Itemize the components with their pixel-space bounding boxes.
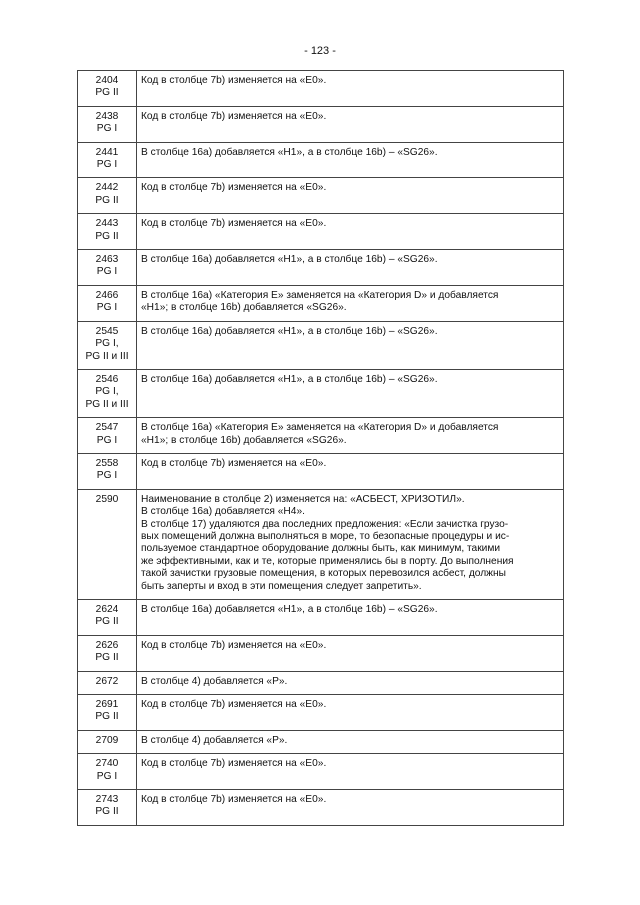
table-row bbox=[78, 250, 564, 286]
table-row bbox=[78, 671, 564, 694]
amendment-text-line: В столбце 17) удаляются два последних предложения: «Если зачистка грузо- bbox=[141, 518, 509, 530]
un-number-cell bbox=[78, 214, 137, 250]
un-number-cell bbox=[78, 418, 137, 454]
table-row bbox=[78, 285, 564, 321]
amendment-text-line: В столбце 16a) добавляется «H1», а в столбце 16b) – «SG26». bbox=[141, 146, 438, 158]
amendment-text-cell bbox=[137, 71, 564, 107]
un-number-cell bbox=[78, 790, 137, 826]
un-number-cell bbox=[78, 285, 137, 321]
amendment-text-line: Код в столбце 7b) изменяется на «E0». bbox=[141, 182, 327, 194]
packing-group: PG I bbox=[96, 470, 118, 482]
un-number: 2691 bbox=[95, 699, 119, 711]
un-number-cell bbox=[78, 71, 137, 107]
un-number: 2546 bbox=[95, 373, 119, 385]
amendments-table bbox=[77, 70, 564, 826]
un-number: 2466 bbox=[95, 289, 119, 301]
amendment-text-line: В столбце 16a) добавляется «H4». bbox=[141, 506, 305, 518]
un-number: 2404 bbox=[95, 75, 119, 86]
amendment-text-line: В столбце 16a) добавляется «H1», а в столбце 16b) – «SG26». bbox=[141, 254, 438, 266]
un-number: 2590 bbox=[95, 493, 119, 505]
un-number-cell bbox=[78, 106, 137, 142]
un-number: 2547 bbox=[95, 422, 119, 434]
un-number: 2743 bbox=[95, 794, 119, 806]
packing-group: PG II и III bbox=[85, 398, 129, 410]
amendment-text-line: В столбце 16a) добавляется «H1», а в столбце 16b) – «SG26». bbox=[141, 325, 438, 337]
amendment-text-cell bbox=[137, 142, 564, 178]
amendment-text-cell bbox=[137, 369, 564, 417]
amendment-text-line: Код в столбце 7b) изменяется на «E0». bbox=[141, 218, 327, 230]
page-number: - 123 - bbox=[304, 45, 336, 57]
packing-group: PG I bbox=[96, 434, 118, 446]
un-number-cell bbox=[78, 250, 137, 286]
packing-group: PG I bbox=[96, 266, 118, 278]
amendment-text-line: «H1»; в столбце 16b) добавляется «SG26». bbox=[141, 302, 347, 314]
table-row bbox=[78, 214, 564, 250]
amendment-text-line: такой зачистки грузовые помещения, в которых перевозился асбест, должны bbox=[141, 568, 506, 580]
un-number-cell bbox=[78, 671, 137, 694]
packing-group: PG II bbox=[95, 616, 119, 628]
table-row bbox=[78, 600, 564, 636]
un-number-cell bbox=[78, 489, 137, 599]
un-number-cell bbox=[78, 321, 137, 369]
packing-group: PG II и III bbox=[85, 350, 129, 362]
table-row bbox=[78, 489, 564, 599]
un-number: 2463 bbox=[95, 254, 119, 266]
un-number: 2438 bbox=[95, 110, 119, 122]
un-number: 2558 bbox=[95, 457, 119, 469]
amendment-text-cell bbox=[137, 418, 564, 454]
table-row bbox=[78, 418, 564, 454]
amendment-text-line: пользуемое стандартное оборудование должны быть, как минимум, такими bbox=[141, 543, 501, 555]
packing-group: PG I, bbox=[95, 386, 119, 398]
amendment-text-line: В столбце 16a) «Категория E» заменяется на «Категория D» и добавляется bbox=[141, 289, 499, 301]
table-row bbox=[78, 730, 564, 753]
un-number-cell bbox=[78, 695, 137, 731]
table-row bbox=[78, 71, 564, 107]
un-number: 2624 bbox=[95, 604, 119, 615]
packing-group: PG I bbox=[96, 159, 118, 171]
un-number-cell bbox=[78, 600, 137, 636]
packing-group: PG II bbox=[95, 194, 119, 206]
amendment-text-line: Код в столбце 7b) изменяется на «E0». bbox=[141, 75, 327, 86]
table-row bbox=[78, 142, 564, 178]
packing-group: PG II bbox=[95, 87, 119, 99]
amendments-table-body bbox=[78, 71, 564, 826]
amendment-text-line: Код в столбце 7b) изменяется на «E0». bbox=[141, 699, 327, 711]
packing-group: PG II bbox=[95, 806, 119, 818]
amendment-text-cell bbox=[137, 285, 564, 321]
amendment-text-line: вых помещений должна выполняться в море, то безопасные процедуры и ис- bbox=[141, 530, 510, 542]
amendment-text-line: В столбце 4) добавляется «P». bbox=[141, 675, 288, 687]
amendment-text-line: В столбце 16a) «Категория E» заменяется на «Категория D» и добавляется bbox=[141, 422, 499, 434]
amendment-text-line: Код в столбце 7b) изменяется на «E0». bbox=[141, 457, 327, 469]
un-number: 2709 bbox=[95, 734, 119, 746]
packing-group: PG I, bbox=[95, 338, 119, 350]
table-row bbox=[78, 321, 564, 369]
amendment-text-line: В столбце 16a) добавляется «H1», а в столбце 16b) – «SG26». bbox=[141, 373, 438, 385]
un-number-cell bbox=[78, 369, 137, 417]
amendment-text-cell bbox=[137, 695, 564, 731]
amendment-text-line: «H1»; в столбце 16b) добавляется «SG26». bbox=[141, 434, 347, 446]
un-number-cell bbox=[78, 142, 137, 178]
un-number-cell bbox=[78, 754, 137, 790]
amendment-text-cell bbox=[137, 250, 564, 286]
packing-group: PG I bbox=[96, 302, 118, 314]
amendment-text-line: Код в столбце 7b) изменяется на «E0». bbox=[141, 639, 327, 651]
amendment-text-cell bbox=[137, 106, 564, 142]
table-row bbox=[78, 695, 564, 731]
amendment-text-line: Наименование в столбце 2) изменяется на: «АСБЕСТ, ХРИЗОТИЛ». bbox=[141, 493, 465, 505]
un-number-cell bbox=[78, 730, 137, 753]
table-row bbox=[78, 369, 564, 417]
un-number-cell bbox=[78, 178, 137, 214]
packing-group: PG I bbox=[96, 770, 118, 782]
amendment-text-cell bbox=[137, 790, 564, 826]
table-row bbox=[78, 790, 564, 826]
amendment-text-cell bbox=[137, 635, 564, 671]
amendment-text-line: быть заперты и вход в эти помещения следует запретить». bbox=[141, 580, 422, 592]
packing-group: PG II bbox=[95, 230, 119, 242]
table-row bbox=[78, 106, 564, 142]
un-number: 2672 bbox=[95, 675, 119, 687]
amendment-text-line: Код в столбце 7b) изменяется на «E0». bbox=[141, 758, 327, 770]
amendment-text-line: же эффективными, как и те, которые применялись бы в порту. До выполнения bbox=[141, 555, 514, 567]
packing-group: PG II bbox=[95, 711, 119, 723]
amendment-text-cell bbox=[137, 754, 564, 790]
amendment-text-line: Код в столбце 7b) изменяется на «E0». bbox=[141, 110, 327, 122]
amendment-text-cell bbox=[137, 489, 564, 599]
un-number: 2740 bbox=[95, 758, 119, 770]
un-number: 2626 bbox=[95, 639, 119, 651]
amendment-text-line: В столбце 4) добавляется «P». bbox=[141, 734, 288, 746]
packing-group: PG II bbox=[95, 652, 119, 664]
table-row bbox=[78, 754, 564, 790]
amendment-text-line: Код в столбце 7b) изменяется на «E0». bbox=[141, 794, 327, 806]
amendment-text-cell bbox=[137, 730, 564, 753]
table-row bbox=[78, 178, 564, 214]
packing-group: PG I bbox=[96, 123, 118, 135]
un-number: 2441 bbox=[95, 146, 119, 158]
un-number: 2442 bbox=[95, 182, 119, 194]
table-row bbox=[78, 453, 564, 489]
table-row bbox=[78, 635, 564, 671]
amendment-text-cell bbox=[137, 321, 564, 369]
un-number-cell bbox=[78, 453, 137, 489]
un-number: 2443 bbox=[95, 218, 119, 230]
amendment-text-cell bbox=[137, 600, 564, 636]
un-number-cell bbox=[78, 635, 137, 671]
amendment-text-cell bbox=[137, 453, 564, 489]
amendment-text-line: В столбце 16a) добавляется «H1», а в столбце 16b) – «SG26». bbox=[141, 604, 438, 615]
amendment-text-cell bbox=[137, 671, 564, 694]
un-number: 2545 bbox=[95, 325, 119, 337]
amendment-text-cell bbox=[137, 214, 564, 250]
amendment-text-cell bbox=[137, 178, 564, 214]
